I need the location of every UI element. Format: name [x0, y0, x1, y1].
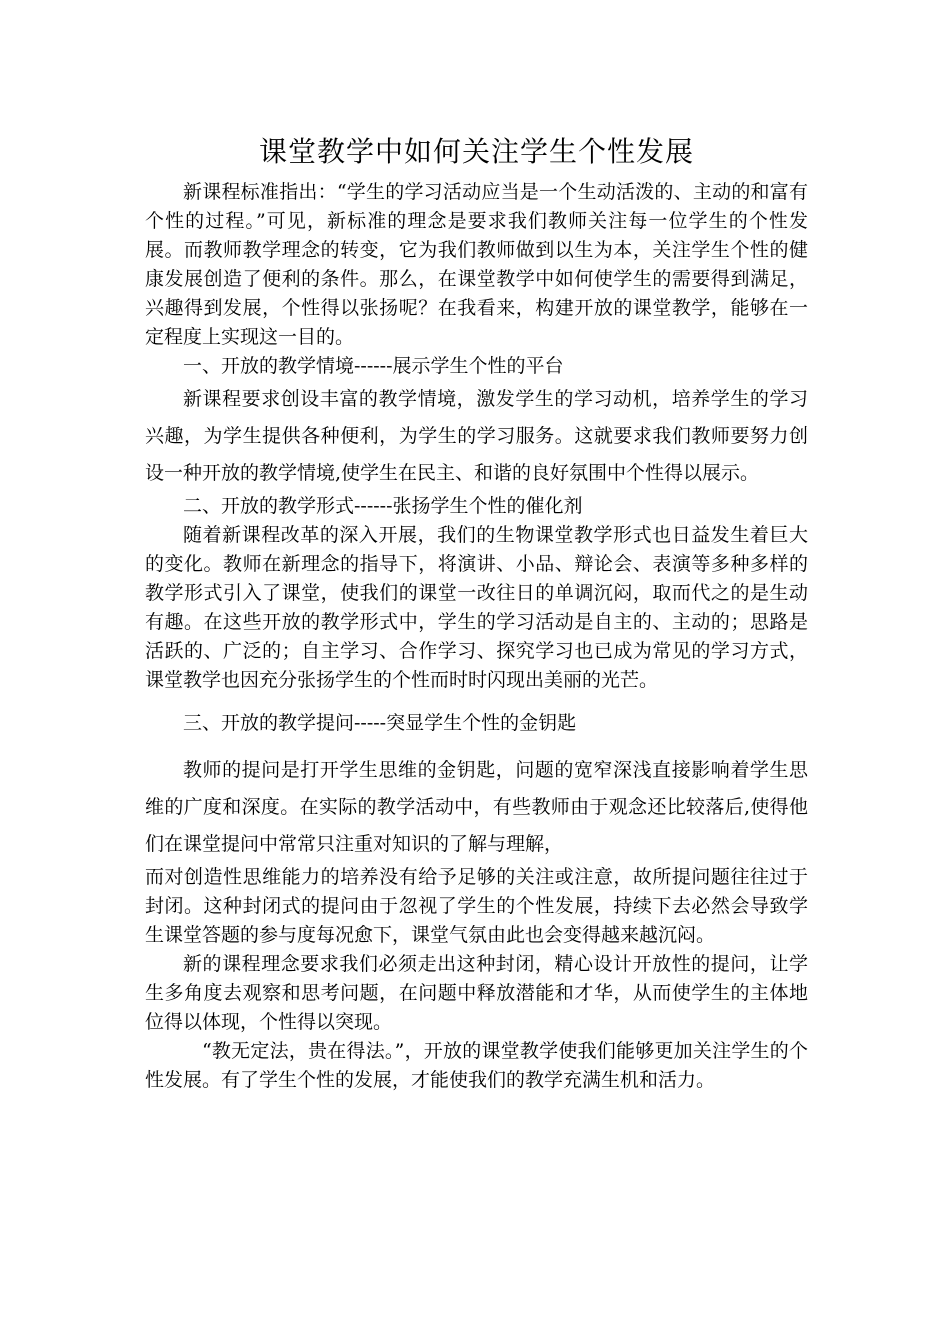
section-3-paragraph-c: 新的课程理念要求我们必须走出这种封闭，精心设计开放性的提问，让学生多角度去观察和思考问题，在问题中释放潜能和才华，从而使学生的主体地位得以体现，个性得以突现。	[145, 953, 808, 1033]
section-1-heading: 一、开放的教学情境------展示学生个性的平台	[183, 355, 564, 377]
document-title: 课堂教学中如何关注学生个性发展	[258, 135, 694, 168]
section-3-paragraph-b: 而对创造性思维能力的培养没有给予足够的关注或注意，故所提问题往往过于封闭。这种封闭式的提问由于忽视了学生的个性发展，持续下去必然会导致学生课堂答题的参与度每况愈下，课堂气氛由此也会变得越来越沉闷。	[145, 866, 808, 946]
intro-paragraph: 新课程标准指出：“学生的学习活动应当是一个生动活泼的、主动的和富有个性的过程。”可见，新标准的理念是要求我们教师关注每一位学生的个性发展。而教师教学理念的转变，它为我们教师做到以生为本，关注学生个性的健康发展创造了便利的条件。那么，在课堂教学中如何使学生的需要得到满足，兴趣得到发展，个性得以张扬呢？在我看来，构建开放的课堂教学，能够在一定程度上实现这一目的。	[145, 181, 808, 348]
document-page	[145, 130, 808, 1095]
section-2-heading: 二、开放的教学形式------张扬学生个性的催化剂	[183, 495, 583, 517]
section-1-paragraph: 新课程要求创设丰富的教学情境，激发学生的学习动机，培养学生的学习兴趣，为学生提供各种便利，为学生的学习服务。这就要求我们教师要努力创设一种开放的教学情境,使学生在民主、和谐的良好氛围中个性得以展示。	[145, 388, 808, 484]
section-2-paragraph: 随着新课程改革的深入开展，我们的生物课堂教学形式也日益发生着巨大的变化。教师在新理念的指导下，将演讲、小品、辩论会、表演等多种多样的教学形式引入了课堂，使我们的课堂一改往日的单调沉闷，取而代之的是生动有趣。在这些开放的教学形式中，学生的学习活动是自主的、主动的；思路是活跃的、广泛的；自主学习、合作学习、探究学习也已成为常见的学习方式，课堂教学也因充分张扬学生的个性而时时闪现出美丽的光芒。	[145, 524, 808, 691]
section-3-paragraph-a: 教师的提问是打开学生思维的金钥匙，问题的宽窄深浅直接影响着学生思维的广度和深度。在实际的教学活动中，有些教师由于观念还比较落后,使得他们在课堂提问中常常只注重对知识的了解与理解，	[145, 759, 808, 855]
section-3-heading: 三、开放的教学提问-----突显学生个性的金钥匙	[183, 712, 577, 734]
conclusion-paragraph: “教无定法，贵在得法。”，开放的课堂教学使我们能够更加关注学生的个性发展。有了学生个性的发展，才能使我们的教学充满生机和活力。	[145, 1040, 808, 1091]
